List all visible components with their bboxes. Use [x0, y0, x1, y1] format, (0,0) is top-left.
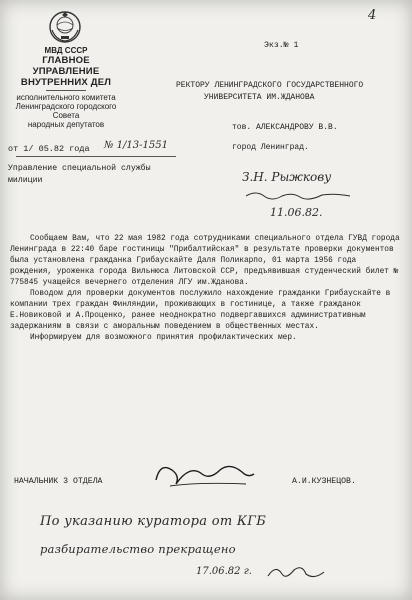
date-underline	[16, 156, 176, 157]
sender-unit-line-1: Управление специальной службы	[8, 164, 151, 173]
ussr-emblem-icon	[48, 10, 82, 44]
sender-unit	[8, 163, 178, 187]
addressee-line-2: УНИВЕРСИТЕТА ИМ.ЖДАНОВА	[204, 93, 315, 102]
addressee-line-1: РЕКТОРУ ЛЕНИНГРАДСКОГО ГОСУДАРСТВЕННОГО	[176, 81, 364, 90]
committee-line-2: Ленинградского городского Совета	[15, 102, 117, 120]
resolution-note: З.Н. Рыжкову	[242, 170, 332, 184]
department-line-2: ВНУТРЕННИХ ДЕЛ	[20, 77, 112, 88]
signer-title: НАЧАЛЬНИК 3 ОТДЕЛА	[14, 477, 103, 486]
resolution-signature-icon	[242, 188, 362, 202]
document-date: от 1/ 05.82 года	[8, 144, 90, 154]
handwritten-initials-icon	[262, 560, 332, 584]
body-paragraph-3: Информируем для возможного принятия профилактических мер.	[30, 334, 297, 342]
addressee-name: тов. АЛЕКСАНДРОВУ В.В.	[232, 123, 338, 132]
page-number: 4	[368, 8, 377, 23]
document-number: № 1/13-1551	[104, 140, 168, 151]
committee-line-1: исполнительного комитета	[16, 93, 116, 102]
sender-unit-line-2: милиции	[8, 176, 43, 185]
addressee-block	[176, 80, 402, 154]
body-paragraph-1: Сообщаем Вам, что 22 мая 1982 года сотрудниками специального отдела ГУВД города Ленинграда в 22:40 баре гостиницы "Прибалтийская" в результате проверки документов была установлена гражданка Грибаускайте Даля Поликарпо, 01 марта 1956 года рождения, уроженка города Вильнюса Литовской ССР, предъявившая студенческий билет № 775845 учащейся вечернего отделения ЛГУ им.Жданова.	[10, 235, 400, 287]
handwritten-note-date: 17.06.82 г.	[196, 566, 252, 577]
letterhead	[14, 46, 118, 129]
body-paragraph-2: Поводом для проверки документов послужило нахождение гражданки Грибаускайте в компании трех граждан Финляндии, проживающих в гостинице, а также гражданок Е.Новиковой и А.Проценко, ранее неоднократно подвергавшихся административным задержаниям в связи с аморальным поведением в общественных местах.	[10, 290, 391, 331]
letterhead-divider	[46, 90, 86, 91]
signature-icon	[150, 456, 260, 492]
handwritten-note-line-1: По указанию куратора от КГБ	[40, 514, 267, 529]
department-line-1: ГЛАВНОЕ УПРАВЛЕНИЕ	[32, 55, 100, 77]
signer-name: А.И.КУЗНЕЦОВ.	[292, 477, 356, 486]
committee-line-3: народных депутатов	[27, 120, 105, 129]
resolution-date: 11.06.82.	[270, 206, 323, 219]
ministry-label: МВД СССР	[44, 46, 88, 55]
addressee-city: город Ленинград.	[232, 143, 309, 152]
letter-body	[10, 234, 402, 344]
copy-number: Экз.№ 1	[264, 41, 299, 50]
handwritten-note-line-2: разбирательство прекращено	[40, 542, 236, 556]
